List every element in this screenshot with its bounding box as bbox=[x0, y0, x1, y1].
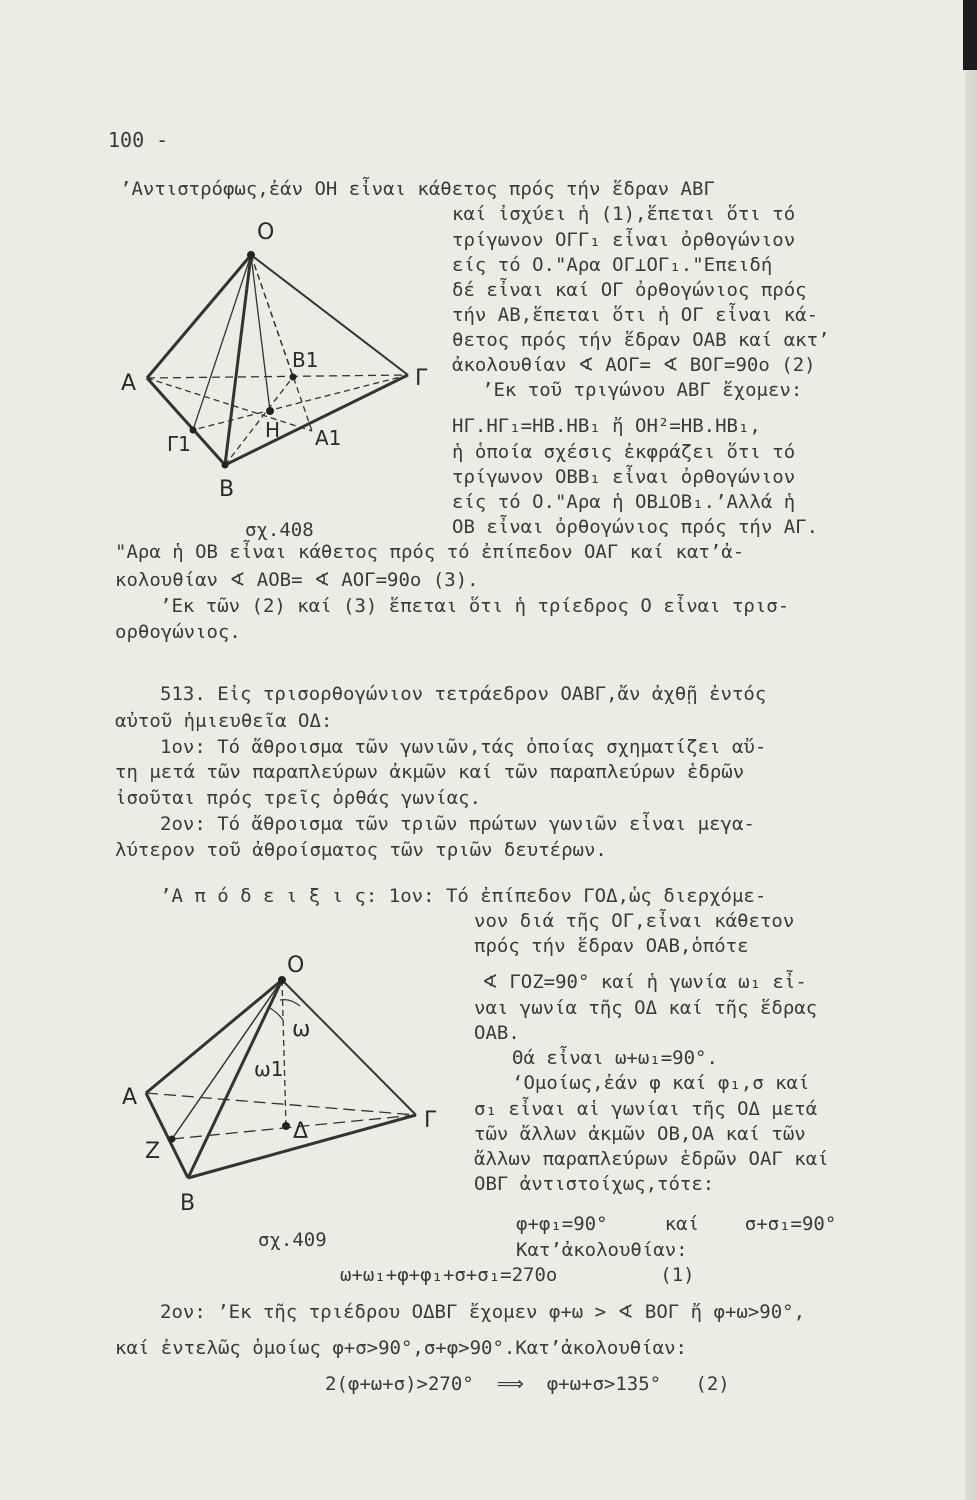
text-line: 2ον: Τό ἄθροισμα τῶν τριῶν πρώτων γωνιῶν εἶναι μεγα- bbox=[160, 813, 755, 835]
text-line: καί ἰσχύει ἡ (1),ἕπεται ὅτι τό bbox=[452, 203, 796, 225]
label-D: Δ bbox=[293, 1119, 309, 1144]
text-line: τη μετά τῶν παραπλεύρων ἀκμῶν καί τῶν παραπλεύρων ἑδρῶν bbox=[115, 761, 745, 783]
text-line: ΟΒ εἶναι ὀρθογώνιος πρός τήν ΑΓ. bbox=[452, 516, 819, 538]
text-line: είς τό Ο."Αρα ΟΓ⊥ΟΓ₁."Επειδή bbox=[452, 254, 773, 276]
text-line: καί ἐντελῶς ὁμοίως φ+σ>90°,σ+φ>90°.Κατ’ἀκολουθίαν: bbox=[115, 1337, 687, 1359]
figure-408-tetrahedron bbox=[115, 220, 428, 525]
text-line: 2ον: ’Εκ τῆς τριέδρου ΟΔΒΓ ἔχομεν φ+ω > ∢ ΒΟΓ ἤ φ+ω>90°, bbox=[160, 1301, 806, 1323]
figure-409-tetrahedron bbox=[120, 950, 440, 1216]
text-line: τρίγωνον ΟΓΓ₁ εἶναι ὀρθογώνιον bbox=[452, 229, 796, 251]
equation-line: ω+ω₁+φ+φ₁+σ+σ₁=270ο (1) bbox=[340, 1264, 695, 1286]
text-line: ‘Ομοίως,ἐάν φ καί φ₁,σ καί bbox=[512, 1072, 810, 1094]
label-B: B bbox=[180, 1191, 196, 1216]
text-line: ναι γωνία τῆς ΟΔ καί τῆς ἕδρας bbox=[474, 997, 818, 1019]
text-line: λύτερον τοῦ ἀθροίσματος τῶν τριῶν δευτέρων. bbox=[115, 839, 607, 861]
text-line: θετος πρός τήν ἕδραν ΟΑΒ καί ακτ’ bbox=[452, 329, 830, 351]
page-edge-shadow bbox=[965, 0, 977, 1500]
text-line: Θά εἶναι ω+ω₁=90°. bbox=[512, 1047, 718, 1069]
text-line: 1ον: Τό ἄθροισμα τῶν γωνιῶν,τάς ὁποίας σχηματίζει αὔ- bbox=[160, 736, 767, 758]
text-line: ΟΒΓ ἀντιστοίχως,τότε: bbox=[474, 1173, 715, 1195]
text-line: πρός τήν ἕδραν ΟΑΒ,ὁπότε bbox=[474, 935, 749, 957]
text-line: τήν ΑΒ,ἕπεται ὅτι ἡ ΟΓ εἶναι κά- bbox=[452, 304, 819, 326]
text-line: κολουθίαν ∢ ΑΟΒ= ∢ ΑΟΓ=90ο (3). bbox=[115, 569, 479, 591]
figure-408-caption: σχ.408 bbox=[245, 519, 314, 541]
label-O: O bbox=[287, 953, 305, 978]
text-line: τρίγωνον ΟΒΒ₁ εἶναι ὀρθογώνιον bbox=[452, 466, 796, 488]
label-H: H bbox=[265, 418, 281, 442]
page-corner-dark bbox=[963, 0, 977, 70]
label-O: O bbox=[257, 220, 275, 245]
equation-line: φ+φ₁=90° καί σ+σ₁=90° bbox=[516, 1213, 837, 1235]
equation-line: 2(φ+ω+σ)>270° ⟹ φ+ω+σ>135° (2) bbox=[325, 1373, 730, 1395]
figure-409-caption: σχ.409 bbox=[258, 1229, 327, 1251]
text-line: σ₁ εἶναι αἱ γωνίαι τῆς ΟΔ μετά bbox=[474, 1098, 818, 1120]
text-line: ἰσοῦται πρός τρεῖς ὀρθάς γωνίας. bbox=[115, 787, 482, 809]
label-Z: Z bbox=[145, 1139, 161, 1164]
text-line: ἀκολουθίαν ∢ ΑΟΓ= ∢ ΒΟΓ=90ο (2) bbox=[452, 354, 816, 376]
text-line: ἄλλων παραπλεύρων ἑδρῶν ΟΑΓ καί bbox=[474, 1148, 829, 1170]
text-line: αὐτοῦ ἡμιευθεῖα ΟΔ: bbox=[115, 710, 333, 732]
label-A: A bbox=[122, 1085, 138, 1110]
text-line: νον διά τῆς ΟΓ,εἶναι κάθετον bbox=[474, 910, 795, 932]
text-line: ἡ ὁποία σχέσις ἐκφράζει ὅτι τό bbox=[452, 441, 796, 463]
text-line: ΗΓ.ΗΓ₁=ΗΒ.ΗΒ₁ ἤ ΟΗ²=ΗΒ.ΗΒ₁, bbox=[452, 415, 761, 437]
label-B: B bbox=[219, 477, 235, 502]
label-w1: ω1 bbox=[254, 1057, 284, 1081]
text-line: ’Εκ τοῦ τριγώνου ΑΒΓ ἔχομεν: bbox=[482, 379, 803, 401]
text-line: Κατ’ἀκολουθίαν: bbox=[516, 1239, 688, 1261]
text-line: ’Εκ τῶν (2) καί (3) ἕπεται ὅτι ἡ τρίεδρος Ο εἶναι τρισ- bbox=[160, 595, 790, 617]
label-G1: Γ1 bbox=[167, 432, 191, 456]
label-A: A bbox=[121, 371, 137, 396]
label-G: Γ bbox=[415, 366, 428, 391]
text-line: δέ εἶναι καί ΟΓ ὀρθογώνιος πρός bbox=[452, 279, 807, 301]
label-G: Γ bbox=[424, 1108, 437, 1133]
page-number: 100 - bbox=[108, 128, 169, 152]
text-line: "Αρα ἡ ΟΒ εἶναι κάθετος πρός τό ἐπίπεδον ΟΑΓ καί κατ’ἀ- bbox=[115, 541, 745, 563]
proof-heading: ’Α π ό δ ε ι ξ ι ς: 1ον: Τό ἐπίπεδον ΓΟΔ,ὡς διερχόμε- bbox=[160, 885, 767, 907]
text-line: ΟΑΒ. bbox=[474, 1022, 520, 1044]
text-line: ορθογώνιος. bbox=[115, 621, 241, 643]
text-line: είς τό Ο."Αρα ἡ ΟΒ⊥ΟΒ₁.’Αλλά ἡ bbox=[452, 491, 796, 513]
text-line: τῶν ἄλλων ἀκμῶν ΟΒ,ΟΑ καί τῶν bbox=[474, 1123, 806, 1145]
text-line: ∢ ΓΟΖ=90° καί ἡ γωνία ω₁ εἶ- bbox=[482, 971, 807, 993]
label-w: ω bbox=[292, 1017, 311, 1042]
label-A1: A1 bbox=[315, 426, 342, 450]
label-B1: B1 bbox=[292, 348, 319, 372]
text-line: ’Αντιστρόφως,ἐάν ΟΗ εἶναι κάθετος πρός τήν ἕδραν ΑΒΓ bbox=[120, 178, 715, 200]
problem-heading: 513. Εἰς τρισορθογώνιον τετράεδρον ΟΑΒΓ,ἄν ἀχθῇ ἐντός bbox=[160, 683, 767, 705]
